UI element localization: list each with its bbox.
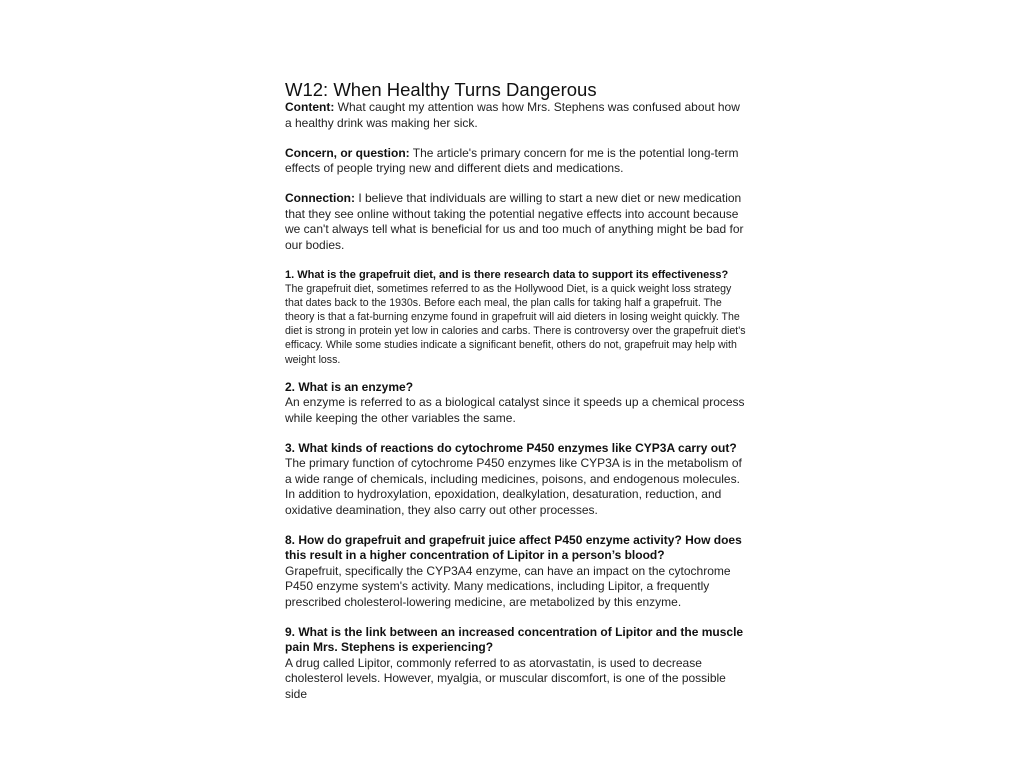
answer-2: An enzyme is referred to as a biological catalyst since it speeds up a chemical process while keeping the other variables the same. bbox=[285, 395, 745, 425]
document-page bbox=[285, 80, 747, 702]
question-1: 1. What is the grapefruit diet, and is there research data to support its effectiveness? bbox=[285, 268, 729, 281]
answer-9: A drug called Lipitor, commonly referred to as atorvastatin, is used to decrease cholesterol levels. However, myalgia, or muscular discomfort, is one of the possible side bbox=[285, 655, 726, 701]
document-title: W12: When Healthy Turns Dangerous bbox=[285, 79, 597, 100]
content-text: What caught my attention was how Mrs. Stephens was confused about how a healthy drink was making her sick. bbox=[285, 100, 740, 130]
concern-text: The article's primary concern for me is the potential long-term effects of people trying new and different diets and medications. bbox=[285, 145, 739, 175]
content-paragraph bbox=[285, 100, 747, 131]
connection-label: Connection: bbox=[285, 191, 355, 205]
answer-3: The primary function of cytochrome P450 enzymes like CYP3A is in the metabolism of a wide range of chemicals, including medicines, poisons, and endogenous molecules. In addition to hydroxylation, epoxidation, dealkylation, desaturation, reduction, and oxidative deamination, they also carry out other processes. bbox=[285, 456, 742, 517]
question-8: 8. How do grapefruit and grapefruit juice affect P450 enzyme activity? How does this result in a higher concentration of Lipitor in a person’s blood? bbox=[285, 532, 742, 563]
connection-text: I believe that individuals are willing to start a new diet or new medication that they see online without taking the potential negative effects into account because we can't always tell what is beneficial for us and too much of anything might be bad for our bodies. bbox=[285, 191, 744, 252]
content-label: Content: bbox=[285, 100, 335, 114]
answer-1: The grapefruit diet, sometimes referred to as the Hollywood Diet, is a quick weight loss strategy that dates back to the 1930s. Before each meal, the plan calls for taking half a grapefruit. The theory is that a fat-burning enzyme found in grapefruit will aid dieters in losing weight quickly. The diet is strong in protein yet low in calories and carbs. There is controversy over the grapefruit diet's efficacy. While some studies indicate a significant benefit, others do not, grapefruit may help with weight loss. bbox=[285, 282, 746, 366]
concern-label: Concern, or question: bbox=[285, 145, 410, 160]
question-2: 2. What is an enzyme? bbox=[285, 379, 414, 394]
concern-paragraph bbox=[285, 146, 747, 177]
question-3: 3. What kinds of reactions do cytochrome P450 enzymes like CYP3A carry out? bbox=[285, 440, 737, 455]
question-9: 9. What is the link between an increased concentration of Lipitor and the muscle pain Mrs. Stephens is experiencing? bbox=[285, 624, 744, 655]
answer-8: Grapefruit, specifically the CYP3A4 enzyme, can have an impact on the cytochrome P450 enzyme system's activity. Many medications, including Lipitor, a frequently prescribed cholesterol-lowering medicine, are metabolized by this enzyme. bbox=[285, 563, 731, 609]
connection-paragraph bbox=[285, 191, 747, 253]
